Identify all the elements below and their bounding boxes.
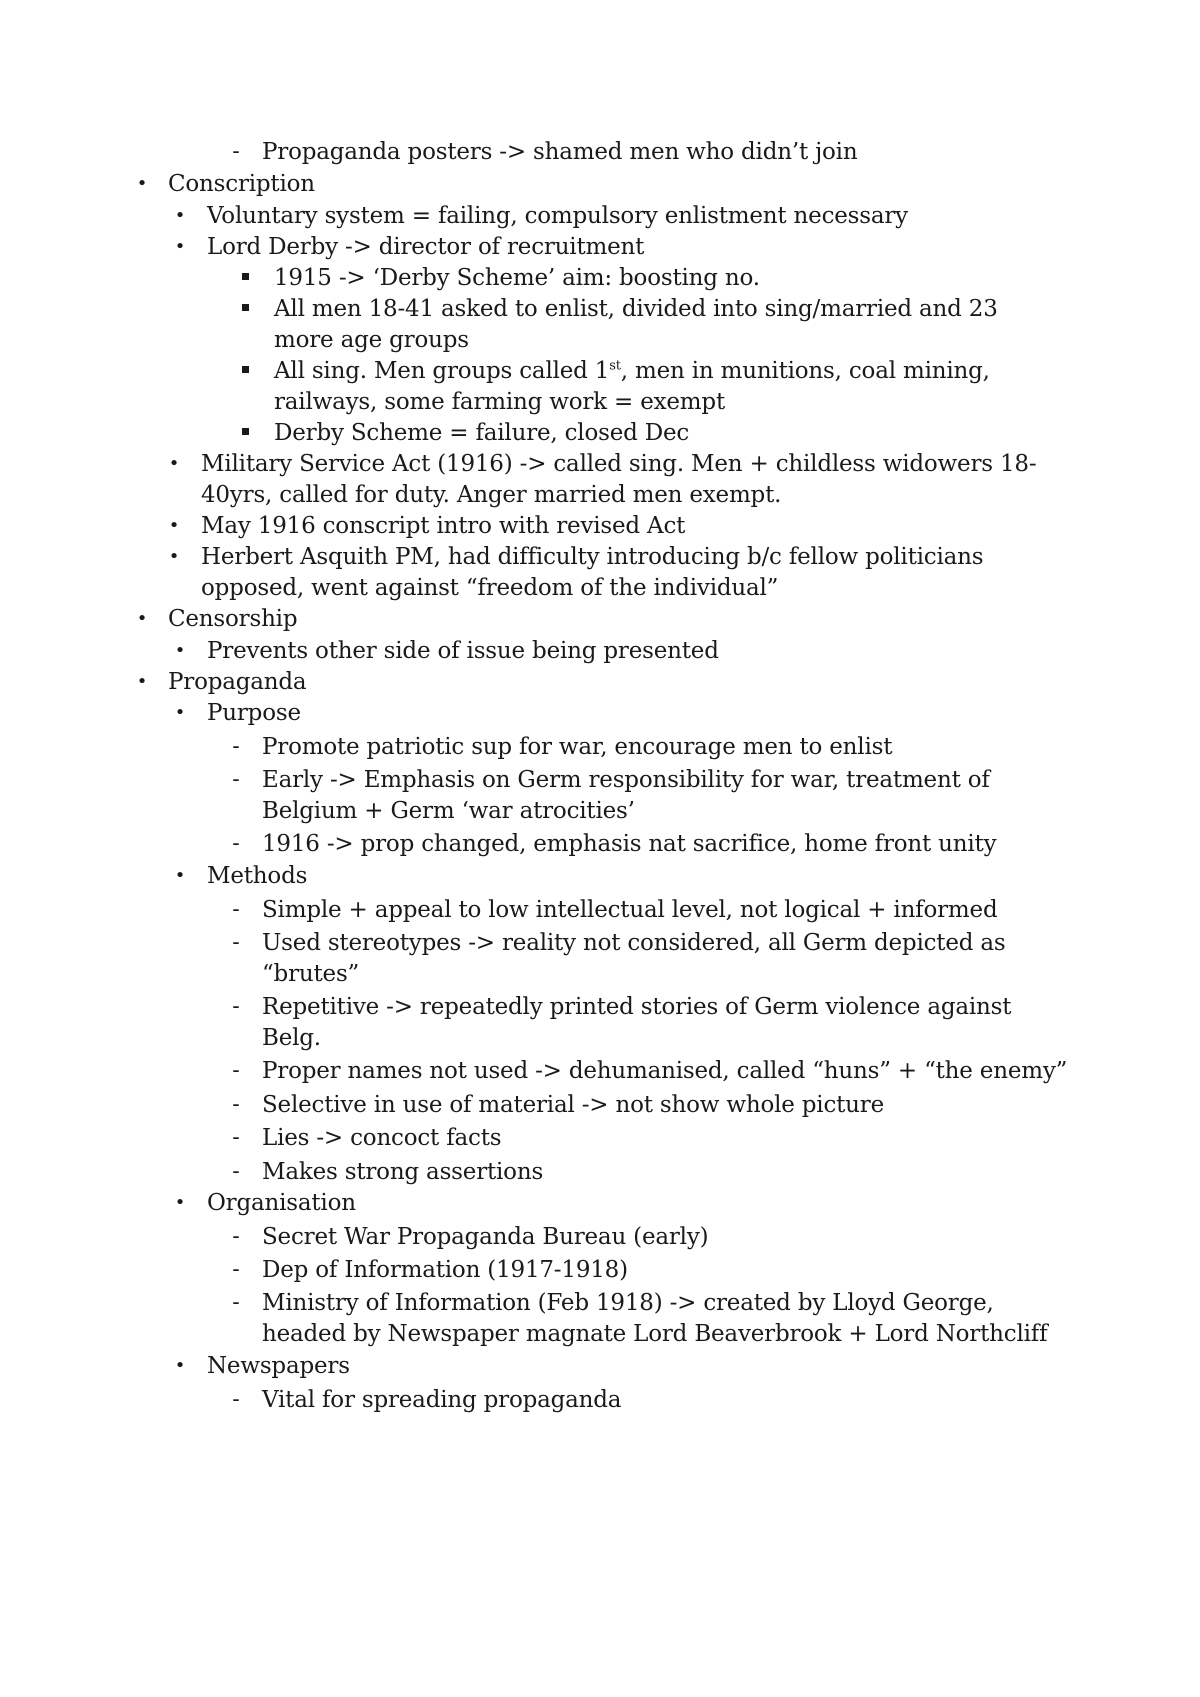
note-line: Derby Scheme = failure, closed Dec (274, 420, 690, 446)
note-line (274, 357, 990, 385)
note-line: Herbert Asquith PM, had difficulty introducing b/c fellow politicians (201, 544, 984, 570)
subheading-newspapers: Newspapers (207, 1353, 350, 1379)
bullet-marker: • (168, 515, 180, 536)
bullet-marker: • (174, 1355, 186, 1376)
square-bullet-marker (242, 304, 249, 311)
bullet-marker: • (174, 236, 186, 257)
note-line: Dep of Information (1917-1918) (262, 1257, 628, 1283)
note-line: Promote patriotic sup for war, encourage men to enlist (262, 734, 893, 760)
note-line: Used stereotypes -> reality not considered, all Germ depicted as (262, 930, 1006, 956)
dash-marker: - (232, 1058, 240, 1083)
note-line: Early -> Emphasis on Germ responsibility for war, treatment of (262, 767, 990, 793)
note-line: Lord Derby -> director of recruitment (207, 234, 645, 260)
bullet-marker: • (136, 608, 148, 629)
superscript-ordinal: st (609, 358, 621, 374)
note-text: All sing. Men groups called 1 (274, 358, 610, 384)
note-line: Simple + appeal to low intellectual level, not logical + informed (262, 897, 998, 923)
dash-marker: - (232, 831, 240, 856)
bullet-marker: • (174, 205, 186, 226)
bullet-marker: • (174, 640, 186, 661)
dash-marker: - (232, 930, 240, 955)
note-line: Military Service Act (1916) -> called sing. Men + childless widowers 18- (201, 451, 1037, 477)
note-line: Secret War Propaganda Bureau (early) (262, 1224, 709, 1250)
note-line: Makes strong assertions (262, 1159, 544, 1185)
note-line-continuation: Belg. (262, 1025, 321, 1051)
square-bullet-marker (242, 273, 249, 280)
note-line: 1915 -> ‘Derby Scheme’ aim: boosting no. (274, 265, 760, 291)
note-line: May 1916 conscript intro with revised Act (201, 513, 686, 539)
square-bullet-marker (242, 366, 249, 373)
section-heading-conscription: Conscription (168, 171, 315, 197)
dash-marker: - (232, 1387, 240, 1412)
dash-marker: - (232, 1092, 240, 1117)
subheading-organisation: Organisation (207, 1190, 356, 1216)
dash-marker: - (232, 1159, 240, 1184)
bullet-marker: • (174, 702, 186, 723)
dash-marker: - (232, 897, 240, 922)
dash-marker: - (232, 139, 240, 164)
note-line-continuation: headed by Newspaper magnate Lord Beaverbrook + Lord Northcliff (262, 1321, 1048, 1347)
bullet-marker: • (174, 865, 186, 886)
subheading-methods: Methods (207, 863, 308, 889)
dash-marker: - (232, 994, 240, 1019)
note-text: , men in munitions, coal mining, (620, 358, 990, 384)
note-line: Proper names not used -> dehumanised, called “huns” + “the enemy” (262, 1058, 1068, 1084)
note-line: Propaganda posters -> shamed men who didn’t join (262, 139, 858, 165)
bullet-marker: • (168, 453, 180, 474)
note-line: Vital for spreading propaganda (262, 1387, 622, 1413)
note-line-continuation: more age groups (274, 327, 469, 353)
bullet-marker: • (174, 1192, 186, 1213)
bullet-marker: • (136, 671, 148, 692)
dash-marker: - (232, 1290, 240, 1315)
dash-marker: - (232, 734, 240, 759)
note-line: Prevents other side of issue being presented (207, 638, 719, 664)
note-line: Voluntary system = failing, compulsory enlistment necessary (207, 203, 908, 229)
note-line-continuation: “brutes” (262, 961, 360, 987)
note-line-continuation: opposed, went against “freedom of the individual” (201, 575, 779, 601)
section-heading-censorship: Censorship (168, 606, 298, 632)
note-line: Selective in use of material -> not show whole picture (262, 1092, 885, 1118)
dash-marker: - (232, 1125, 240, 1150)
note-line-continuation: railways, some farming work = exempt (274, 389, 725, 415)
note-line: Lies -> concoct facts (262, 1125, 502, 1151)
note-line-continuation: Belgium + Germ ‘war atrocities’ (262, 798, 635, 824)
note-line: Ministry of Information (Feb 1918) -> created by Lloyd George, (262, 1290, 994, 1316)
subheading-purpose: Purpose (207, 700, 301, 726)
dash-marker: - (232, 1224, 240, 1249)
square-bullet-marker (242, 428, 249, 435)
note-line-continuation: 40yrs, called for duty. Anger married men exempt. (201, 482, 782, 508)
dash-marker: - (232, 767, 240, 792)
note-line: Repetitive -> repeatedly printed stories of Germ violence against (262, 994, 1012, 1020)
section-heading-propaganda: Propaganda (168, 669, 307, 695)
dash-marker: - (232, 1257, 240, 1282)
note-line: All men 18-41 asked to enlist, divided into sing/married and 23 (274, 296, 998, 322)
bullet-marker: • (136, 173, 148, 194)
bullet-marker: • (168, 546, 180, 567)
note-line: 1916 -> prop changed, emphasis nat sacrifice, home front unity (262, 831, 997, 857)
